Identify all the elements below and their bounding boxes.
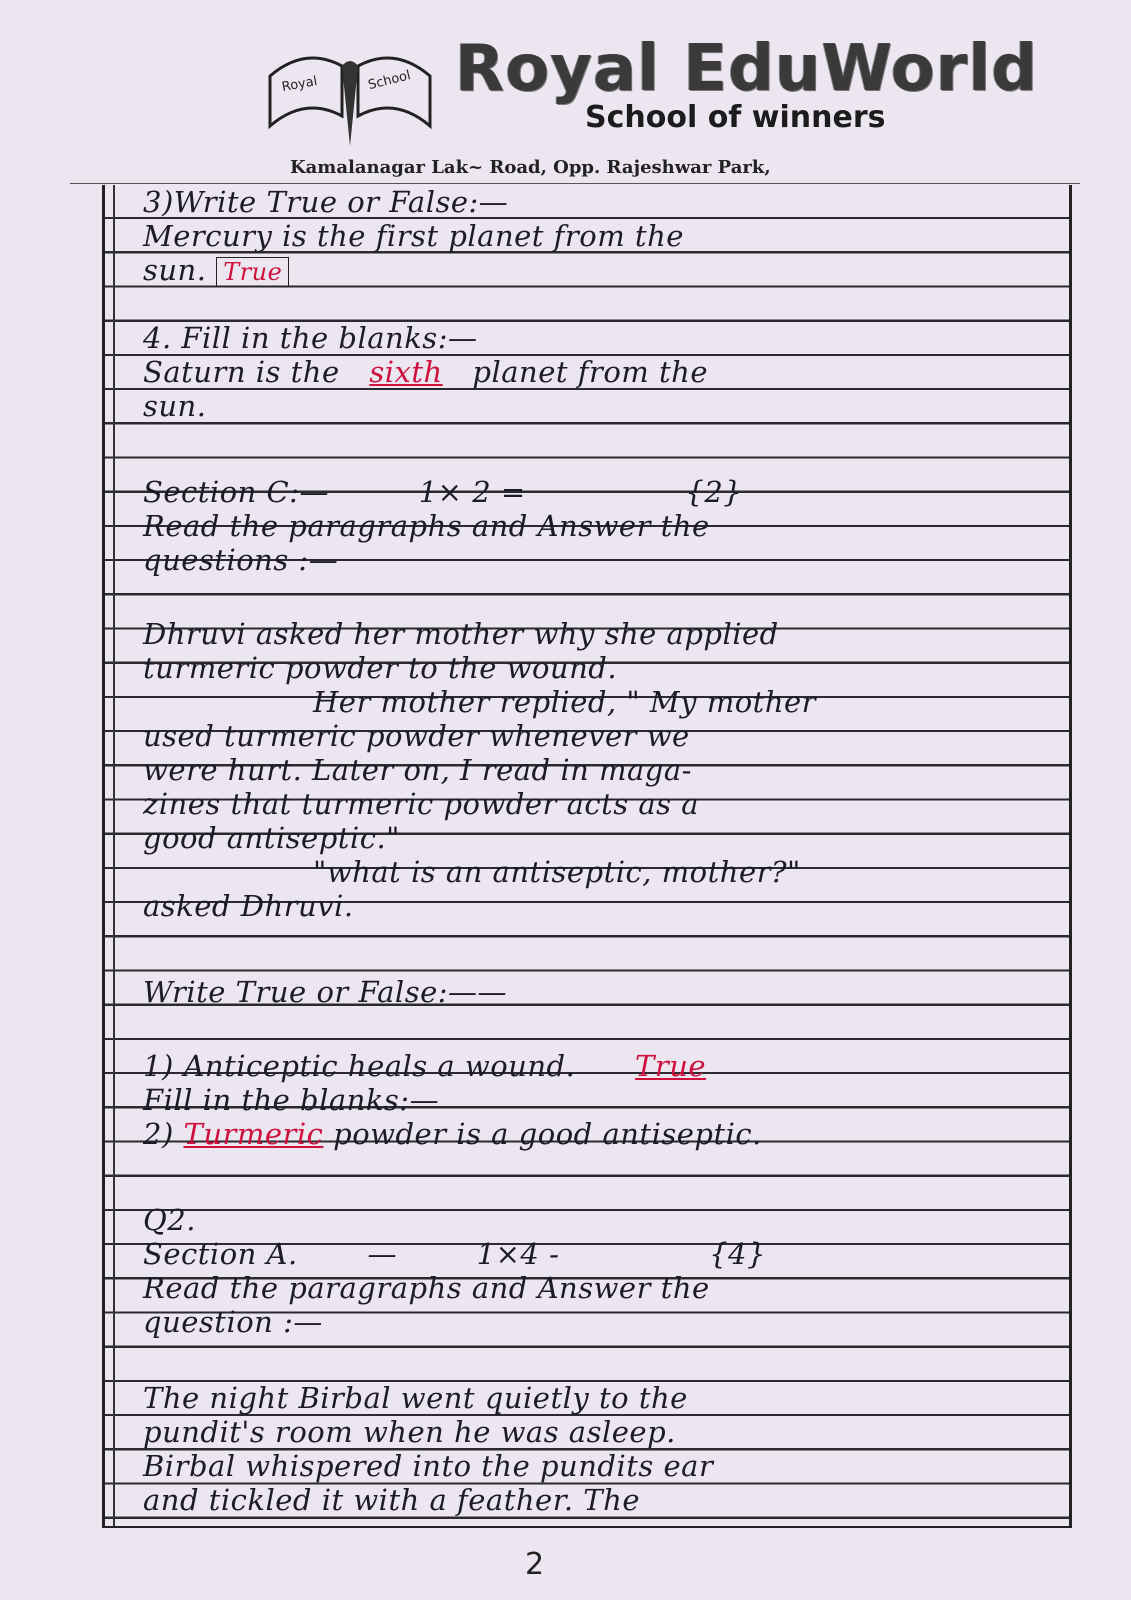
paragraph-line: Dhruvi asked her mother why she applied bbox=[143, 617, 779, 651]
section-a-instruction-end: question :— bbox=[143, 1305, 323, 1339]
paragraph-line: were hurt. Later on, I read in maga- bbox=[143, 753, 692, 787]
paragraph-line: pundit's room when he was asleep. bbox=[143, 1415, 676, 1449]
paragraph-line: zines that turmeric powder acts as a bbox=[143, 787, 700, 821]
school-address: Kamalanagar Lak~ Road, Opp. Rajeshwar Park, bbox=[290, 157, 771, 178]
question-3-statement: Mercury is the first planet from the bbox=[143, 219, 684, 253]
answer-sixth: sixth bbox=[369, 355, 443, 389]
paragraph-line: turmeric powder to the wound. bbox=[143, 651, 618, 685]
paragraph-line: good antiseptic." bbox=[143, 821, 400, 855]
question-4-heading: 4. Fill in the blanks:— bbox=[143, 321, 478, 355]
section-a-instruction: Read the paragraphs and Answer the bbox=[143, 1271, 710, 1305]
paragraph-line: The night Birbal went quietly to the bbox=[143, 1381, 688, 1415]
question-3-heading: 3)Write True or False:— bbox=[143, 185, 509, 219]
true-false-heading: Write True or False:—— bbox=[143, 975, 508, 1009]
paragraph-line: "what is an antiseptic, mother?" bbox=[313, 855, 801, 889]
section-a-heading: Section A. — 1×4 - {4} bbox=[143, 1237, 766, 1271]
question-2-label: Q2. bbox=[143, 1203, 196, 1237]
ruled-answer-sheet bbox=[102, 185, 1072, 1528]
section-c-instruction-end: questions :— bbox=[143, 543, 339, 577]
paragraph-line: Birbal whispered into the pundits ear bbox=[143, 1449, 714, 1483]
true-false-item-1: 1) Anticeptic heals a wound. True bbox=[143, 1049, 1059, 1083]
fill-blanks-heading: Fill in the blanks:— bbox=[143, 1083, 440, 1117]
answer-true-1: True bbox=[216, 257, 289, 287]
paragraph-line: and tickled it with a feather. The bbox=[143, 1483, 640, 1517]
paragraph-line: Her mother replied, " My mother bbox=[313, 685, 817, 719]
section-c-instruction: Read the paragraphs and Answer the bbox=[143, 509, 710, 543]
school-tagline: School of winners bbox=[585, 100, 886, 135]
fill-blanks-item-2: 2) Turmeric powder is a good antiseptic. bbox=[143, 1117, 762, 1151]
question-4-statement: Saturn is the sixth planet from the bbox=[143, 355, 709, 389]
question-3-statement-end: sun. True bbox=[143, 253, 1059, 287]
school-logo bbox=[260, 36, 440, 156]
paragraph-line: asked Dhruvi. bbox=[143, 889, 354, 923]
page-number: 2 bbox=[525, 1547, 545, 1582]
question-4-statement-end: sun. bbox=[143, 389, 207, 423]
svg-text:School: School bbox=[366, 68, 413, 94]
answer-true-2: True bbox=[635, 1049, 707, 1083]
section-c-heading: Section C:— 1× 2 = {2} bbox=[143, 475, 743, 509]
answer-turmeric: Turmeric bbox=[183, 1117, 324, 1151]
school-name: Royal EduWorld bbox=[455, 32, 1039, 106]
svg-text:Royal: Royal bbox=[280, 74, 319, 96]
paragraph-line: used turmeric powder whenever we bbox=[143, 719, 690, 753]
header-rule bbox=[70, 183, 1080, 184]
